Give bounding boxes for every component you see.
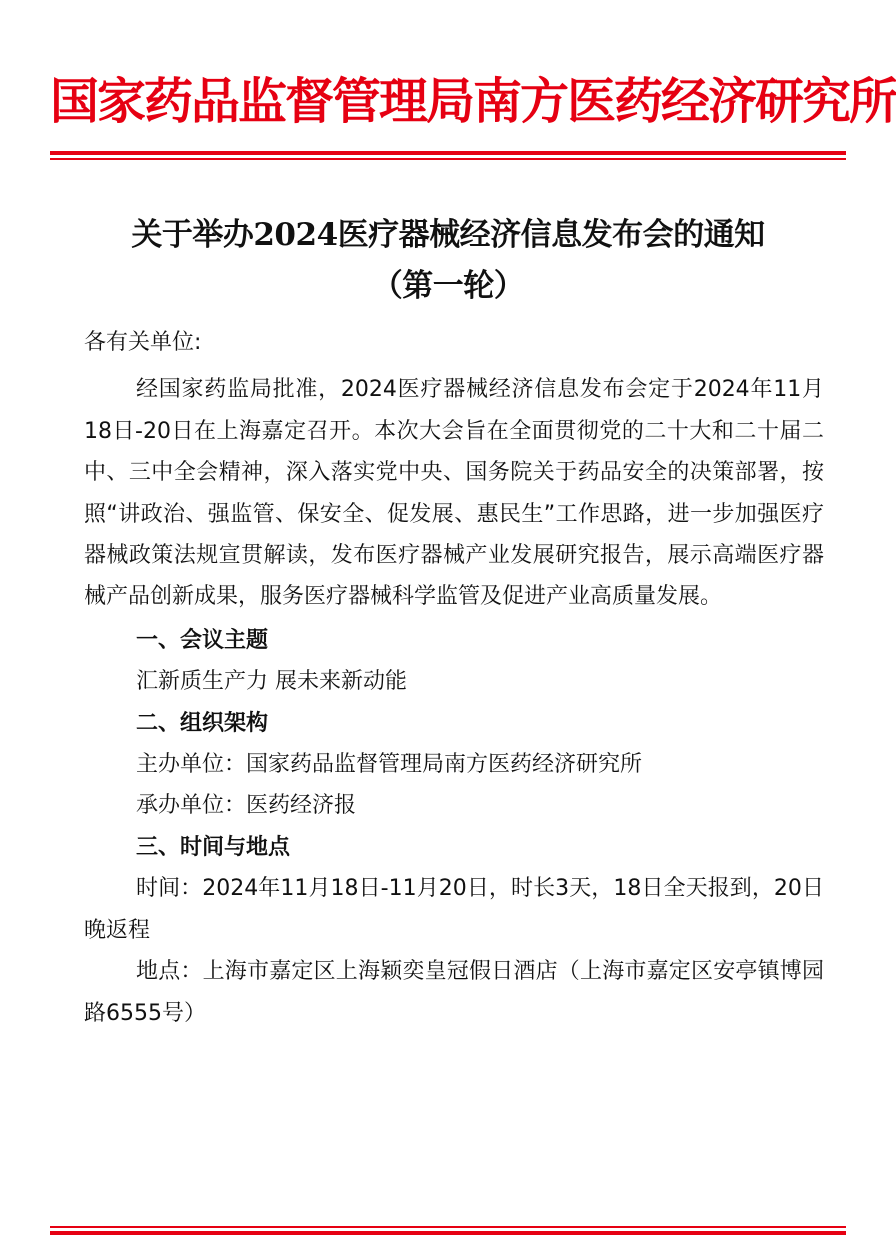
co-organizer: 承办单位：医药经济报 bbox=[136, 793, 357, 819]
host-organizer: 主办单位：国家药品监督管理局南方医药经济研究所 bbox=[136, 752, 643, 778]
theme-text: 汇新质生产力 展未来新动能 bbox=[136, 669, 407, 695]
footer-rule-thick bbox=[50, 1231, 846, 1235]
document-body bbox=[84, 322, 824, 1034]
section-heading-theme: 一、会议主题 bbox=[136, 627, 269, 653]
salutation: 各有关单位: bbox=[84, 330, 202, 355]
document-title: 关于举办2024医疗器械经济信息发布会的通知 bbox=[131, 217, 765, 253]
time-info: 时间：2024年11月18日-11月20日，时长3天，18日全天报到，20日晚返程 bbox=[84, 876, 824, 943]
letterhead-rule-thin bbox=[50, 158, 846, 160]
section-heading-organization: 二、组织架构 bbox=[136, 710, 269, 736]
footer-rule-thin bbox=[50, 1226, 846, 1228]
document-subtitle: （第一轮） bbox=[371, 268, 525, 304]
letterhead-org-name: 国家药品监督管理局南方医药经济研究所 bbox=[50, 72, 896, 130]
intro-paragraph: 经国家药监局批准，2024医疗器械经济信息发布会定于2024年11月18日-20日在上海嘉定召开。本次大会旨在全面贯彻党的二十大和二十届二中、三中全会精神，深入落实党中央、国务院关于药品安全的决策部署，按照“讲政治、强监管、保安全、促发展、惠民生”工作思路，进一步加强医疗器械政策法规宣贯解读，发布医疗器械产业发展研究报告，展示高端医疗器械产品创新成果，服务医疗器械科学监管及促进产业高质量发展。 bbox=[84, 377, 824, 610]
section-heading-time-place: 三、时间与地点 bbox=[136, 834, 291, 860]
location-info: 地点：上海市嘉定区上海颖奕皇冠假日酒店（上海市嘉定区安亭镇博园路6555号） bbox=[84, 959, 824, 1026]
letterhead-rule-thick bbox=[50, 151, 846, 155]
